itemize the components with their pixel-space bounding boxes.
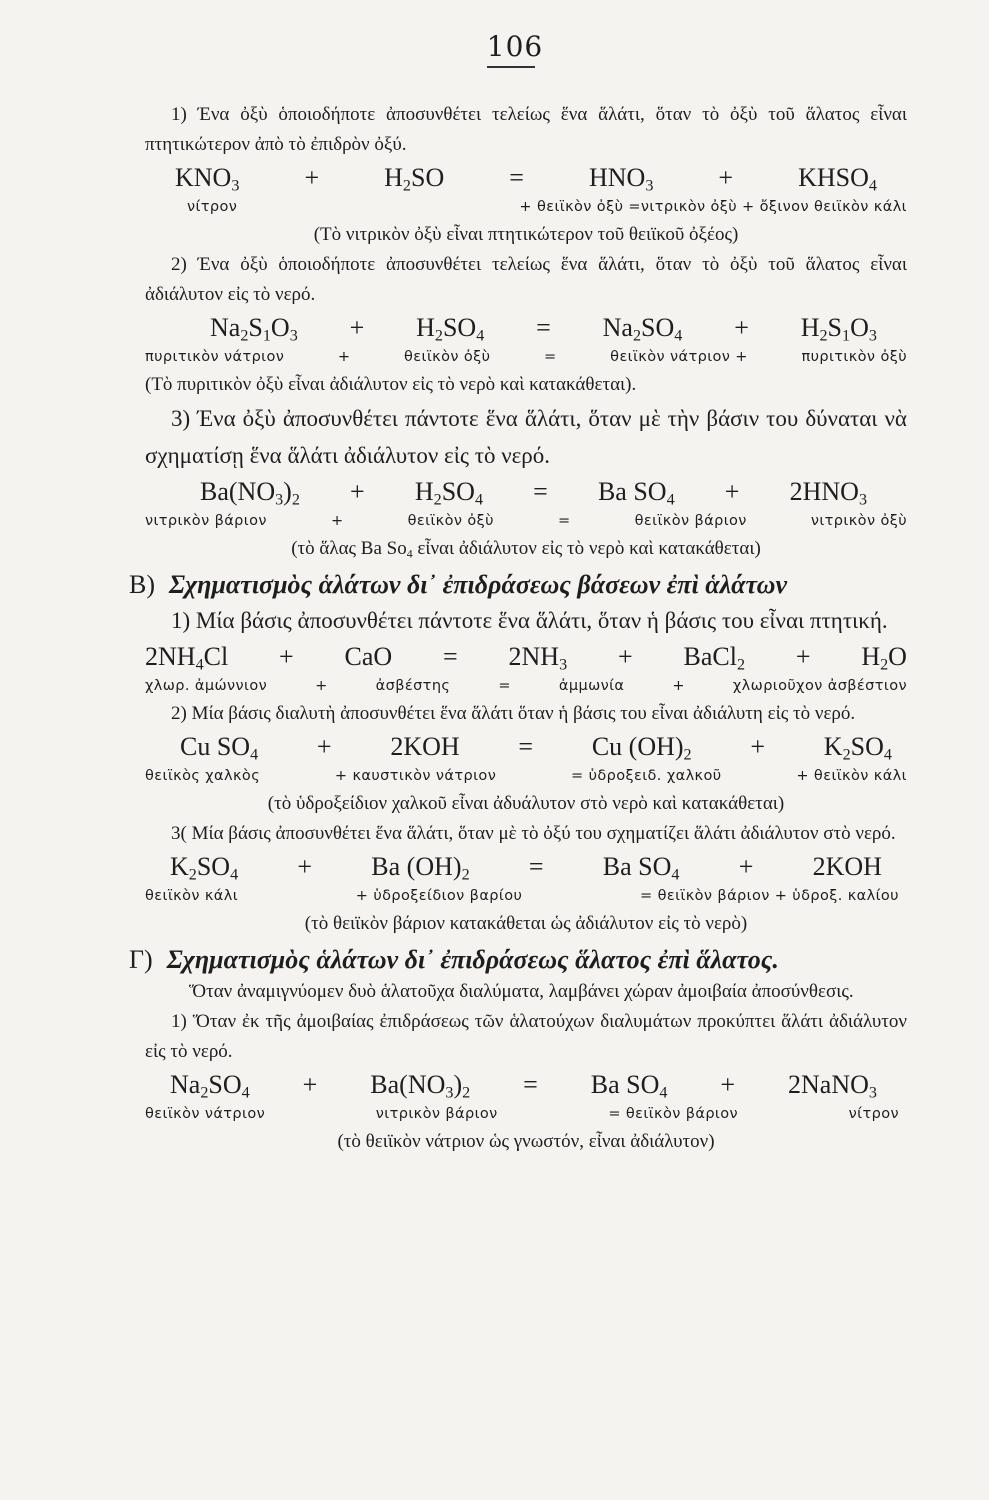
eq3-term-a: Ba(NO3)2 xyxy=(200,477,300,509)
eq7-name-3: νίτρον xyxy=(848,1106,899,1122)
eq1-plus: + xyxy=(304,163,320,192)
eq6-term-d: 2KOH xyxy=(812,852,882,881)
eq2-term-a: Na2S1O3 xyxy=(210,313,298,345)
equation-6 xyxy=(145,849,907,885)
eq4-name-4: ἀμμωνία xyxy=(558,678,625,694)
eq4-name-5: + xyxy=(672,678,685,694)
eq4-name-2: ἀσβέστης xyxy=(375,678,451,694)
eq5-equals: = xyxy=(518,732,534,761)
eq1-equals: = xyxy=(509,163,524,192)
eq3-name-0: νιτρικὸν βάριον xyxy=(145,513,267,529)
eq2-name-2: θειϊκὸν ὀξὺ xyxy=(404,349,491,365)
eq6-term-a: K2SO4 xyxy=(170,852,239,884)
eq4-name-6: χλωριοῦχον ἀσβέστιον xyxy=(732,678,907,694)
eq5-name-3: + θειϊκὸν κάλι xyxy=(796,768,907,784)
paragraph-base-2: 2) Μία βάσις διαλυτὴ ἀποσυνθέτει ἕνα ἅλάτι ὅταν ἡ βάσις του εἶναι ἀδιάλυτη εἰς τὸ νερό. xyxy=(171,703,856,724)
eq2-term-b: H2SO4 xyxy=(416,313,485,345)
eq6-term-c: Ba SO4 xyxy=(602,852,680,884)
eq3-term-d: 2HNO3 xyxy=(789,477,867,509)
heading-b-label: B) xyxy=(129,570,155,599)
eq7-term-c: Ba SO4 xyxy=(590,1070,668,1102)
paragraph-base-1: 1) Μία βάσις ἀποσυνθέτει πάντοτε ἕνα ἅλάτι, ὅταν ἡ βάσις του εἶναι πτητική. xyxy=(171,608,888,633)
equation-2 xyxy=(145,310,907,346)
eq4-plus-2: + xyxy=(617,642,633,671)
eq2-term-c: Na2SO4 xyxy=(602,313,683,345)
heading-b-text: Σχηματισμὸς ἁλάτων δι᾽ ἐπιδράσεως βάσεων ἐπὶ ἁλάτων xyxy=(169,570,788,599)
eq5-term-b: 2KOH xyxy=(390,732,460,761)
heading-c xyxy=(129,943,907,977)
heading-c-text: Σχηματισμὸς ἁλάτων δι᾽ ἐπιδράσεως ἅλατος ἐπὶ ἅλατος. xyxy=(166,945,779,974)
note-2: (Τὸ πυριτικὸν ὀξὺ εἶναι ἀδιάλυτον εἰς τὸ νερὸ καὶ κατακάθεται). xyxy=(145,374,637,395)
equation-7-names xyxy=(145,1103,907,1125)
paragraph-acid-1: 1) Ένα ὀξὺ ὁποιοδήποτε ἀποσυνθέτει τελείως ἕνα ἅλάτι, ὅταν τὸ ὀξὺ τοῦ ἅλατος εἶναι πτητικώτερον ἀπὸ τὸ ἐπιδρὸν ὀξύ. xyxy=(145,104,907,155)
eq1-term-d: KHSO4 xyxy=(798,163,877,195)
heading-b xyxy=(129,568,907,602)
paragraph-acid-2: 2) Ένα ὀξὺ ὁποιοδήποτε ἀποσυνθέτει τελείως ἕνα ἅλάτι, ὅταν τὸ ὀξὺ τοῦ ἅλατος εἶναι ἀδιάλυτον εἰς τὸ νερό. xyxy=(145,254,907,305)
paragraph-acid-3: 3) Ένα ὀξὺ ἀποσυνθέτει πάντοτε ἕνα ἅλάτι, ὅταν μὲ τὴν βάσιν του δύναται νὰ σχηματίσῃ ἕνα ἅλάτι ἀδιάλυτον εἰς τὸ νερό. xyxy=(145,406,907,468)
eq2-plus: + xyxy=(349,313,365,342)
eq4-plus: + xyxy=(279,642,294,671)
eq4-name-0: χλωρ. ἀμώννιον xyxy=(145,678,268,694)
note-6: (τὸ θειϊκὸν βάριον κατακάθεται ὡς ἀδιάλυτον εἰς τὸ νερὸ) xyxy=(304,913,748,934)
eq4-term-c: 2NH3 xyxy=(508,642,568,674)
eq7-name-1: νιτρικὸν βάριον xyxy=(375,1106,498,1122)
equation-1 xyxy=(145,160,907,196)
page-number-rule xyxy=(487,66,535,68)
eq6-name-1: + ὑδροξείδιον βαρίου xyxy=(355,888,523,904)
eq2-name-4: θειϊκὸν νάτριον + xyxy=(610,349,748,365)
eq7-term-b: Ba(NO3)2 xyxy=(370,1070,471,1102)
eq3-name-4: θειϊκὸν βάριον xyxy=(634,513,747,529)
equation-7 xyxy=(145,1067,907,1103)
eq6-term-b: Ba (OH)2 xyxy=(371,852,470,884)
eq7-name-0: θειϊκὸν νάτριον xyxy=(145,1106,266,1122)
eq3-equals: = xyxy=(533,477,548,506)
eq6-plus: + xyxy=(297,852,313,881)
eq3-plus-2: + xyxy=(724,477,740,506)
eq4-plus-3: + xyxy=(795,642,811,671)
eq5-name-1: + καυστικὸν νάτριον xyxy=(334,768,497,784)
eq6-plus-2: + xyxy=(738,852,754,881)
eq3-name-1: + xyxy=(330,513,344,529)
eq4-term-a: 2NH4Cl xyxy=(145,642,229,674)
eq4-term-d: BaCl2 xyxy=(683,642,745,674)
eq3-name-5: νιτρικὸν ὀξὺ xyxy=(810,513,907,529)
eq6-name-2: = θειϊκὸν βάριον + ὑδροξ. καλίου xyxy=(640,888,899,904)
page-content xyxy=(129,100,907,1157)
note-7: (τὸ θειϊκὸν νάτριον ὡς γνωστόν, εἶναι ἀδιάλυτον) xyxy=(337,1131,715,1152)
eq2-name-3: = xyxy=(544,349,557,365)
eq1-term-a: KNO3 xyxy=(175,163,240,195)
note-3: (τὸ ἅλας Ba So4 εἶναι ἀδιάλυτον εἰς τὸ νερὸ καὶ κατακάθεται) xyxy=(291,538,761,561)
equation-4 xyxy=(145,639,907,675)
eq6-name-0: θειϊκὸν κάλι xyxy=(145,888,239,904)
equation-3 xyxy=(145,474,907,510)
eq4-term-b: CaO xyxy=(344,642,393,671)
eq2-name-5: πυριτικὸν ὀξὺ xyxy=(801,349,907,365)
eq5-term-c: Cu (OH)2 xyxy=(591,732,692,764)
eq1-name-1: + θειϊκὸν ὀξὺ =νιτρικὸν ὀξὺ + ὄξινον θειϊκὸν κάλι xyxy=(519,199,907,215)
eq2-plus-2: + xyxy=(734,313,749,342)
equation-4-names xyxy=(145,675,907,697)
eq5-term-d: K2SO4 xyxy=(823,732,892,764)
eq5-term-a: Cu SO4 xyxy=(180,732,259,764)
eq1-name-0: νίτρον xyxy=(187,199,238,215)
eq4-term-e: H2O xyxy=(861,642,907,674)
equation-2-names xyxy=(145,346,907,368)
eq7-name-2: = θειϊκὸν βάριον xyxy=(608,1106,739,1122)
eq4-equals: = xyxy=(443,642,458,671)
equation-3-names xyxy=(145,510,907,532)
eq6-equals: = xyxy=(528,852,544,881)
eq7-term-d: 2NaNO3 xyxy=(788,1070,877,1102)
paragraph-base-3: 3( Μία βάσις ἀποσυνθέτει ἕνα ἅλάτι, ὅταν μὲ τὸ ὀξύ του σχηματίζει ἅλάτι ἀδιάλυτον στὸ νερό. xyxy=(171,823,896,844)
note-1: (Τὸ νιτρικὸν ὀξὺ εἶναι πτητικώτερον τοῦ θειϊκοῦ ὀξέος) xyxy=(313,224,739,245)
eq2-name-0: πυριτικὸν νάτριον xyxy=(145,349,285,365)
eq5-plus-2: + xyxy=(750,732,766,761)
eq2-equals: = xyxy=(536,313,551,342)
eq4-name-1: + xyxy=(315,678,328,694)
page-number: 106 xyxy=(486,30,544,63)
eq2-term-d: H2S1O3 xyxy=(800,313,877,345)
eq1-plus-2: + xyxy=(718,163,734,192)
eq5-plus: + xyxy=(316,732,332,761)
equation-5 xyxy=(145,729,907,765)
eq3-term-b: H2SO4 xyxy=(414,477,483,509)
eq7-plus: + xyxy=(302,1070,318,1099)
eq3-plus: + xyxy=(350,477,365,506)
eq3-term-c: Ba SO4 xyxy=(597,477,675,509)
heading-c-label: Γ) xyxy=(129,945,153,974)
eq7-plus-2: + xyxy=(720,1070,736,1099)
eq3-name-2: θειϊκὸν ὀξὺ xyxy=(407,513,494,529)
eq1-term-c: HNO3 xyxy=(588,163,654,195)
eq4-name-3: = xyxy=(498,678,511,694)
equation-6-names xyxy=(145,885,907,907)
paragraph-salt-1: 1) Ὅταν ἐκ τῆς ἀμοιβαίας ἐπιδράσεως τῶν ἁλατούχων διαλυμάτων προκύπτει ἅλάτι ἀδιάλυτον εἰς τὸ νερό. xyxy=(145,1011,907,1062)
eq5-name-0: θειϊκὸς χαλκὸς xyxy=(145,768,261,784)
paragraph-salt-0: Ὅταν ἀναμιγνύομεν δυὸ ἁλατοῦχα διαλύματα, λαμβάνει χώραν ἀμοιβαία ἀποσύνθεσις. xyxy=(189,981,854,1002)
equation-5-names xyxy=(145,765,907,787)
eq3-name-3: = xyxy=(558,513,571,529)
eq2-name-1: + xyxy=(337,349,351,365)
equation-1-names xyxy=(145,196,907,218)
eq1-term-b: H2SO xyxy=(384,163,445,195)
note-5: (τὸ ὑδροξείδιον χαλκοῦ εἶναι ἀδυάλυτον στὸ νερὸ καὶ κατακάθεται) xyxy=(267,793,785,814)
eq5-name-2: = ὑδροξειδ. χαλκοῦ xyxy=(571,768,722,784)
eq7-term-a: Na2SO4 xyxy=(170,1070,250,1102)
eq7-equals: = xyxy=(523,1070,538,1099)
